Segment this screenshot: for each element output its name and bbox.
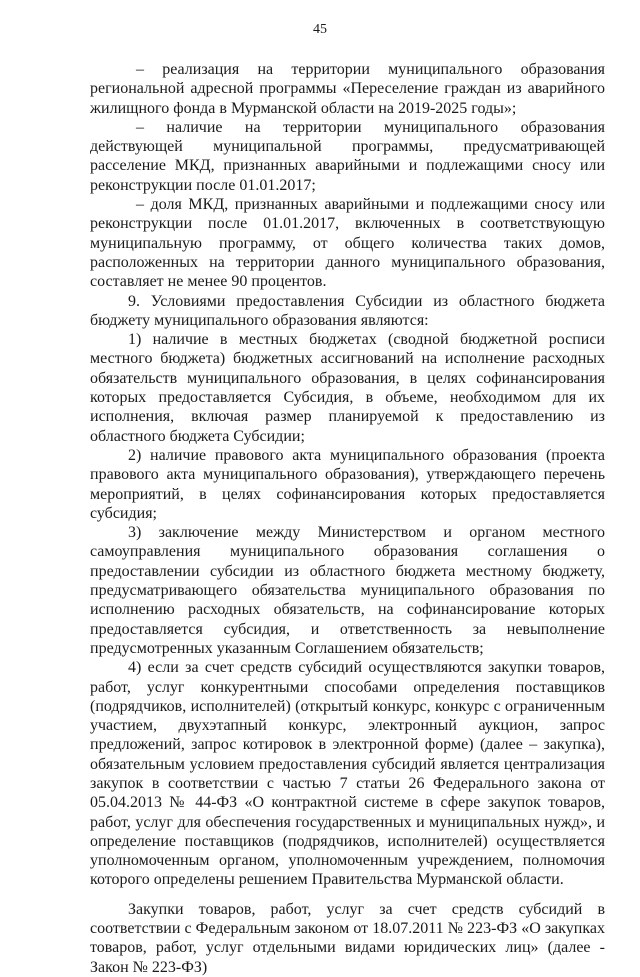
document-body <box>90 60 605 977</box>
condition-3: 3) заключение между Министерством и органом местного самоуправления муниципального образования соглашения о предоставлении субсидии из областного бюджета местному бюджету, предусматривающего обязательства муниципального образования по исполнению расходных обязательств, на софинансирование которых предоставляется субсидия, и ответственность за невыполнение предусмотренных указанным Соглашением обязательств; <box>90 524 605 657</box>
bullet-share-mkd: – доля МКД, признанных аварийными и подлежащими сносу или реконструкции после 01.01.2017, включенных в соответствующую муниципальную программу, от общего количества таких домов, расположенных на территории данного муниципального образования, составляет не менее 90 процентов. <box>90 196 605 291</box>
bullet-municipal-program: – наличие на территории муниципального образования действующей муниципальной программы, предусматривающей расселение МКД, признанных аварийными и подлежащими сносу или реконструкции после 01.01.2017; <box>90 118 605 194</box>
bullet-regional-program: – реализация на территории муниципального образования региональной адресной программы «Переселение граждан из аварийного жилищного фонда в Мурманской области на 2019-2025 годы»; <box>90 61 605 117</box>
procurement-paragraph: Закупки товаров, работ, услуг за счет средств субсидий в соответствии с Федеральным законом от 18.07.2011 № 223-ФЗ «О закупках товаров, работ, услуг отдельными видами юридических лиц» (далее - Закон № 223-ФЗ) <box>90 900 605 976</box>
condition-4: 4) если за счет средств субсидий осуществляются закупки товаров, работ, услуг конкурентными способами определения поставщиков (подрядчиков, исполнителей) (открытый конкурс, конкурс с ограниченным участием, двухэтапный конкурс, электронный аукцион, запрос предложений, запрос котировок в электронной форме) (далее – закупка), обязательным условием предоставления субсидий является централизация закупок в соответствии с частью 7 статьи 26 Федерального закона от 05.04.2013 № 44-ФЗ «О контрактной системе в сфере закупок товаров, работ, услуг для обеспечения государственных и муниципальных нужд», и определение поставщиков (подрядчиков, исполнителей) осуществляется уполномоченным органом, уполномоченным учреждением, полномочия которого определены решением Правительства Мурманской области. <box>90 659 605 889</box>
clause-9-heading: 9. Условиями предоставления Субсидии из областного бюджета бюджету муниципального образования являются: <box>90 292 605 329</box>
condition-2: 2) наличие правового акта муниципального образования (проекта правового акта муниципального образования), утверждающего перечень мероприятий, в целях софинансирования которых предоставляется субсидия; <box>90 446 605 522</box>
page-number: 45 <box>313 22 327 37</box>
condition-1: 1) наличие в местных бюджетах (сводной бюджетной росписи местного бюджета) бюджетных ассигнований на исполнение расходных обязательств муниципального образования, в целях софинансирования которых предоставляется Субсидия, в объеме, необходимом для их исполнения, включая размер планируемой к предоставлению из областного бюджета Субсидии; <box>90 331 605 445</box>
